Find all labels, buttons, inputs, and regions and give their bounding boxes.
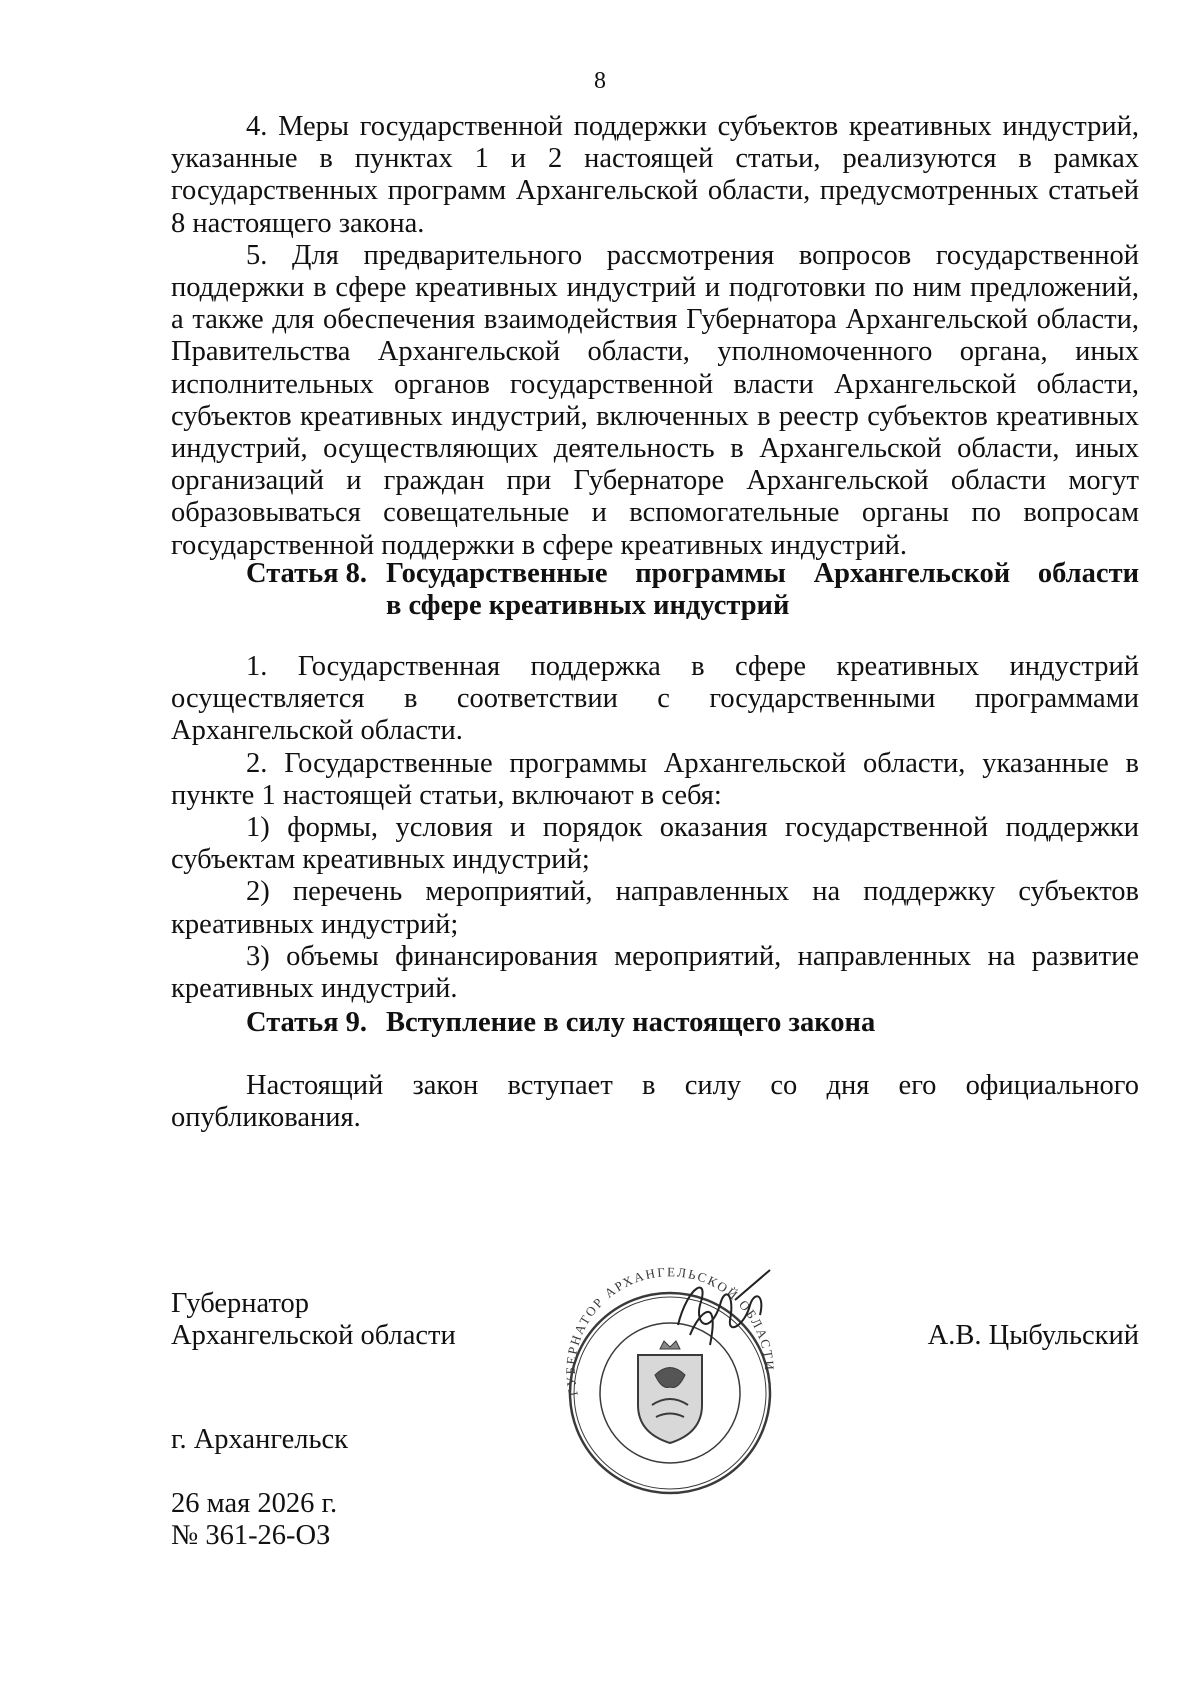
article-8-subitem-2: 2) перечень мероприятий, направленных на поддержку субъектов креативных индустрий; xyxy=(171,876,1139,940)
article-8-heading xyxy=(171,558,1139,622)
position-line1: Губернатор xyxy=(171,1288,310,1319)
article-9-heading xyxy=(171,1007,1139,1039)
signer-name: А.В. Цыбульский xyxy=(927,1320,1139,1351)
article-8-title-line2: в сфере креативных индустрий xyxy=(386,590,790,622)
article-8-item-1: 1. Государственная поддержка в сфере креативных индустрий осуществляется в соответствии с государственными программами Архангельской области. xyxy=(171,651,1139,747)
article-9-body xyxy=(171,1070,1139,1134)
position-line2: Архангельской области xyxy=(171,1320,456,1351)
page-number: 8 xyxy=(594,68,606,94)
law-number: № 361-26-ОЗ xyxy=(171,1520,331,1551)
article-8-item-2: 2. Государственные программы Архангельской области, указанные в пункте 1 настоящей статьи, включают в себя: xyxy=(171,747,1139,811)
city: г. Архангельск xyxy=(171,1424,349,1455)
article-9-label: Статья 9. xyxy=(246,1007,368,1038)
article-8-subitem-1: 1) формы, условия и порядок оказания государственной поддержки субъектам креативных индустрий; xyxy=(171,812,1139,876)
law-date: 26 мая 2026 г. xyxy=(171,1488,338,1519)
article-8-subitem-3: 3) объемы финансирования мероприятий, направленных на развитие креативных индустрий. xyxy=(171,940,1139,1005)
paragraph-4: 4. Меры государственной поддержки субъектов креативных индустрий, указанные в пунктах 1 и 2 настоящей статьи, реализуются в рамках государственных программ Архангельской области, предусмотренных статьей 8 настоящего закона. xyxy=(171,111,1139,239)
article-8-title-line1: Государственные программы Архангельской области xyxy=(386,558,1139,589)
top-section xyxy=(171,111,1139,562)
coat-of-arms-emblem xyxy=(638,1341,702,1443)
seal-text: ГУБЕРНАТОР АРХАНГЕЛЬСКОЙ ОБЛАСТИ xyxy=(562,1265,778,1398)
article-9-title: Вступление в силу настоящего закона xyxy=(386,1007,876,1038)
date-block xyxy=(171,1488,337,1552)
governor-title xyxy=(171,1288,456,1352)
paragraph-5: 5. Для предварительного рассмотрения вопросов государственной поддержки в сфере креативных индустрий и подготовки по ним предложений, а также для обеспечения взаимодействия Губернатора Архангельской области, Правительства Архангельской области, уполномоченного органа, иных исполнительных органов государственной власти Архангельской области, субъектов креативных индустрий, включенных в реестр субъектов креативных индустрий, осуществляющих деятельность в Архангельской области, иных организаций и граждан при Губернаторе Архангельской области могут образовываться совещательные и вспомогательные органы по вопросам государственной поддержки в сфере креативных индустрий. xyxy=(171,239,1139,561)
article-9-paragraph: Настоящий закон вступает в силу со дня его официального опубликования. xyxy=(171,1070,1139,1134)
article-8-body xyxy=(171,651,1139,1005)
article-8-label: Статья 8. xyxy=(246,558,368,589)
official-seal xyxy=(560,1265,780,1505)
